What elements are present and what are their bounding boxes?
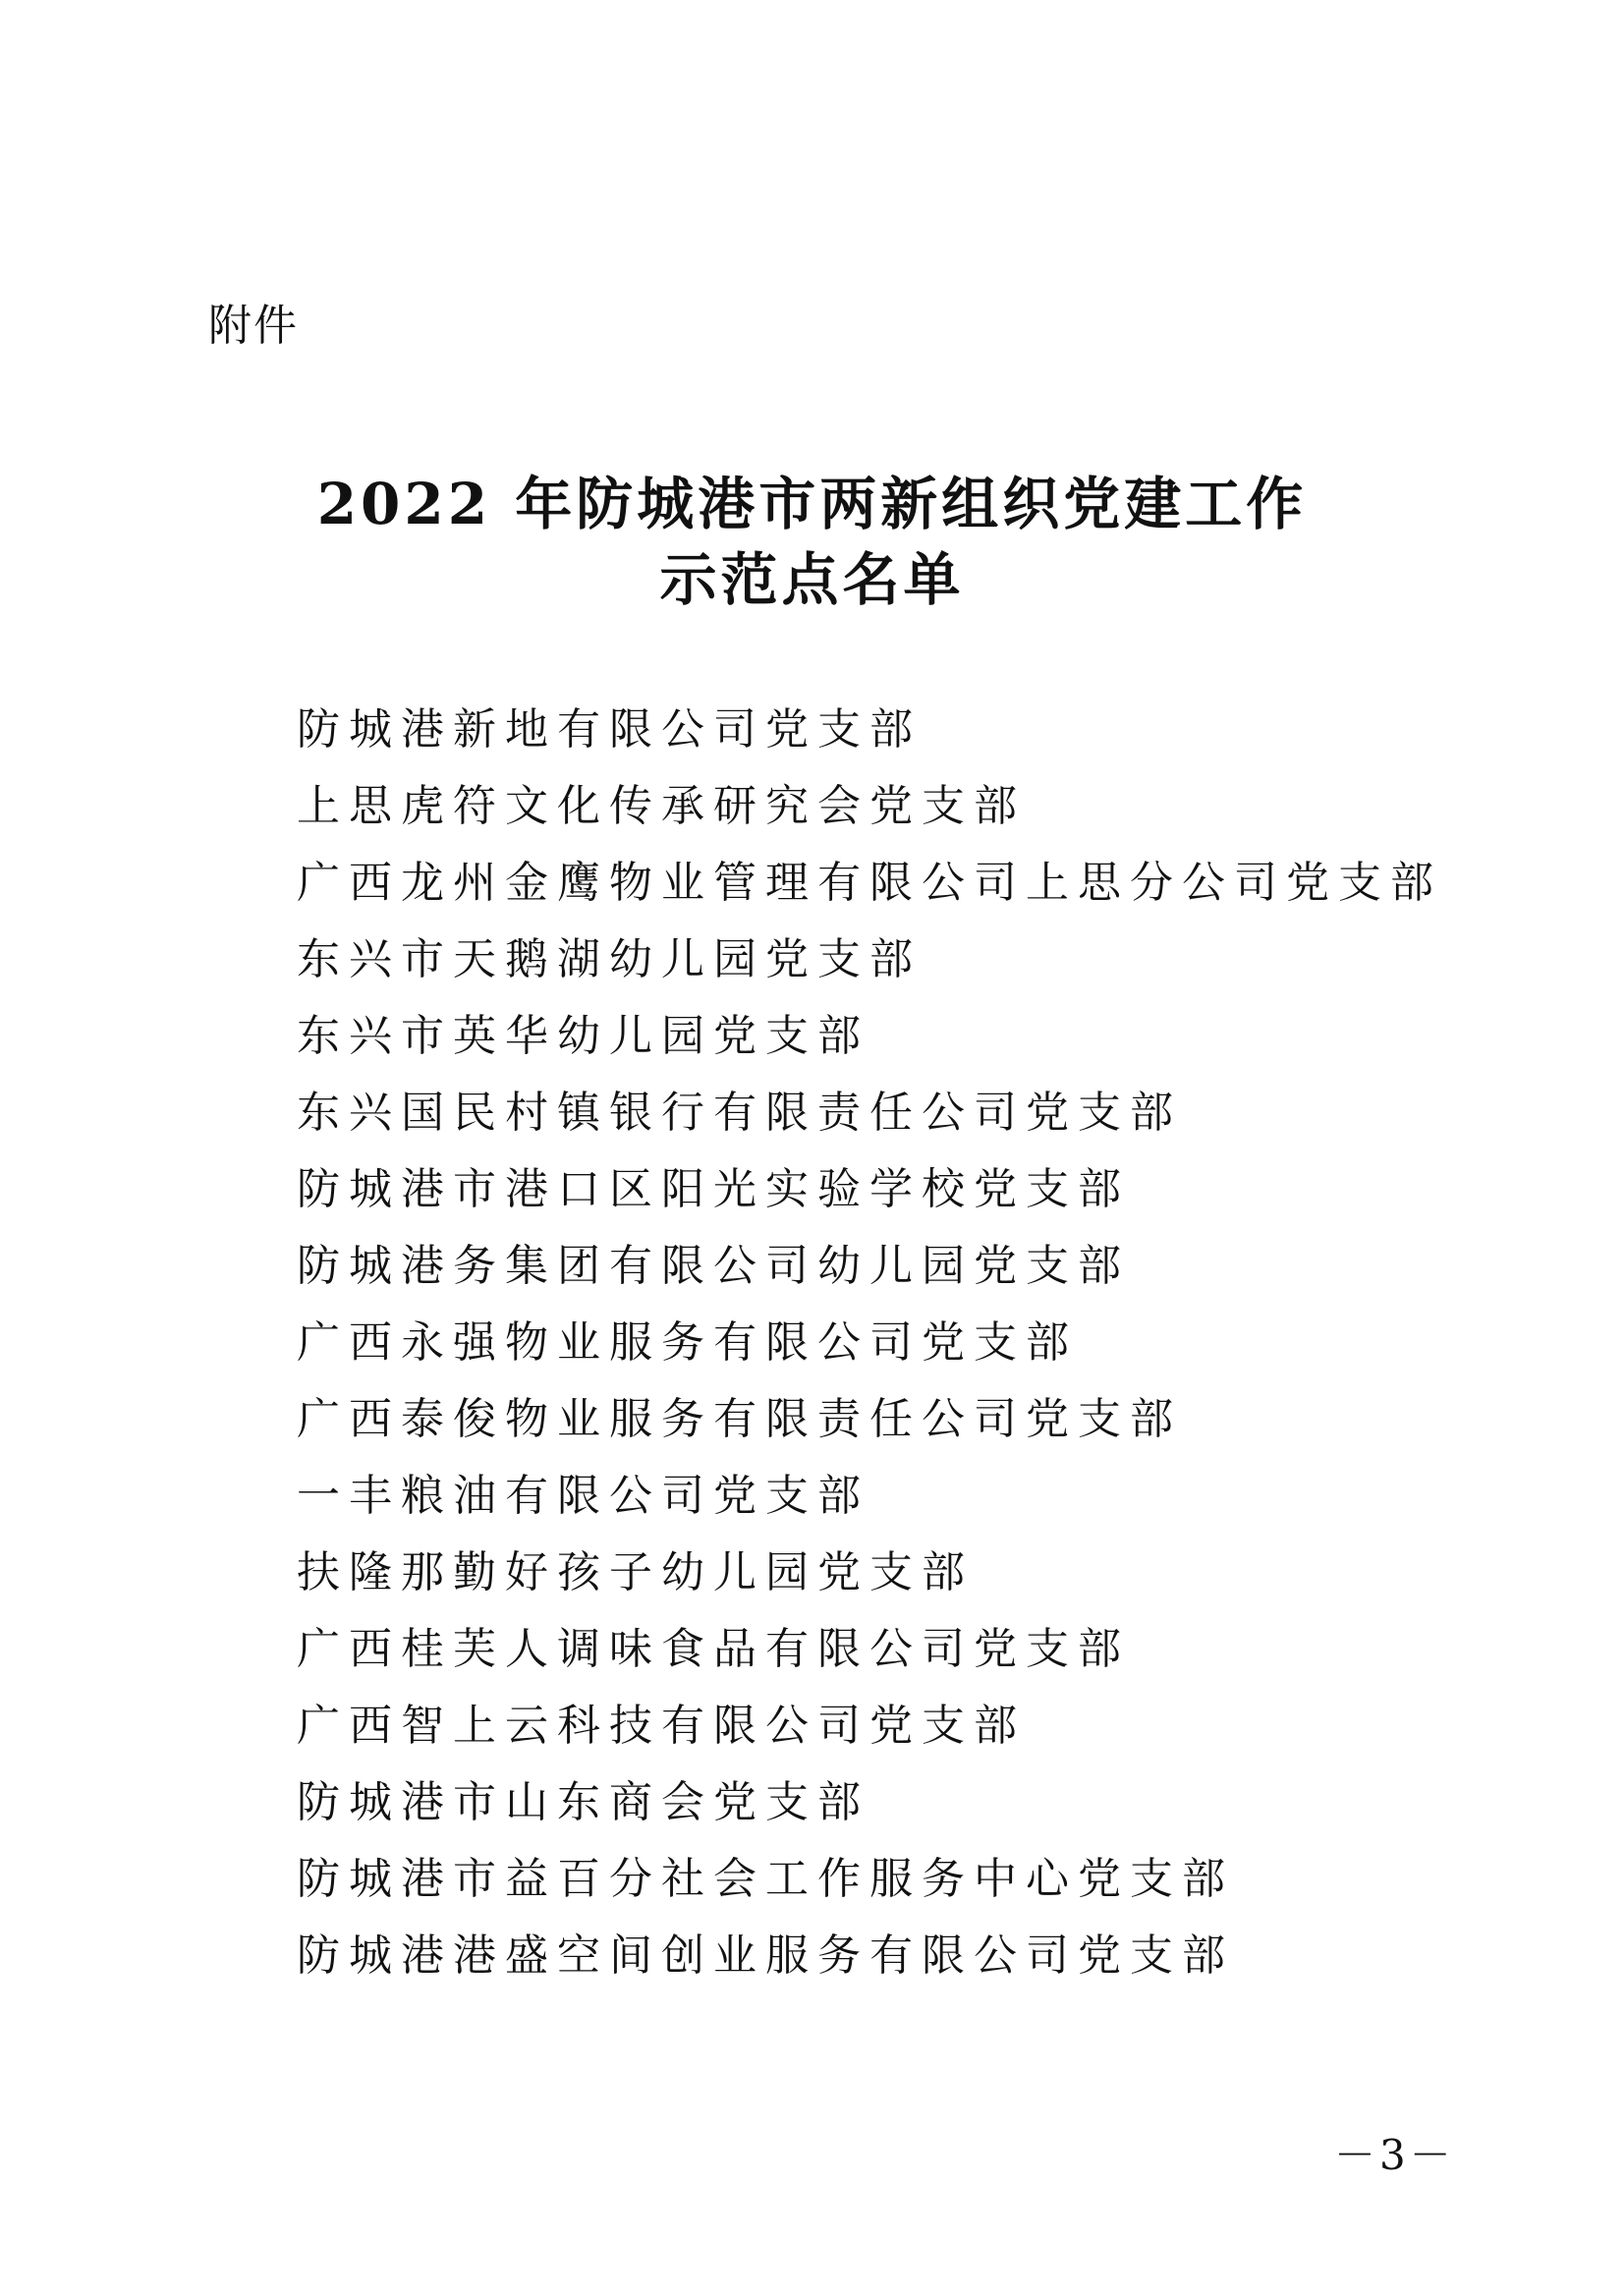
organization-item: 防城港市山东商会党支部 [297,1777,869,1827]
organization-item: 东兴市天鹅湖幼儿园党支部 [297,934,922,984]
attachment-label: 附件 [208,301,299,351]
organization-item: 防城港市益百分社会工作服务中心党支部 [297,1854,1234,1904]
organization-item: 防城港港盛空间创业服务有限公司党支部 [297,1931,1234,1981]
organization-item: 广西泰俊物业服务有限责任公司党支部 [297,1394,1182,1444]
organization-item: 扶隆那勤好孩子幼儿园党支部 [297,1547,974,1597]
organization-item: 一丰粮油有限公司党支部 [297,1471,869,1521]
organization-item: 广西永强物业服务有限公司党支部 [297,1317,1078,1368]
page-number: －3－ [1334,2131,1455,2179]
organization-item: 广西智上云科技有限公司党支部 [297,1701,1026,1751]
organization-item: 上思虎符文化传承研究会党支部 [297,781,1026,831]
organization-item: 东兴国民村镇银行有限责任公司党支部 [297,1088,1182,1138]
organization-item: 东兴市英华幼儿园党支部 [297,1011,869,1061]
organization-item: 防城港务集团有限公司幼儿园党支部 [297,1241,1130,1291]
organization-item: 广西桂芙人调味食品有限公司党支部 [297,1624,1130,1674]
document-title-line-1: 2022 年防城港市两新组织党建工作 [316,471,1308,537]
organization-item: 防城港新地有限公司党支部 [297,704,922,755]
organization-list [297,692,1442,1994]
organization-item: 防城港市港口区阳光实验学校党支部 [297,1164,1130,1214]
organization-item: 广西龙州金鹰物业管理有限公司上思分公司党支部 [297,858,1442,908]
document-title-line-2: 示范点名单 [659,546,965,613]
